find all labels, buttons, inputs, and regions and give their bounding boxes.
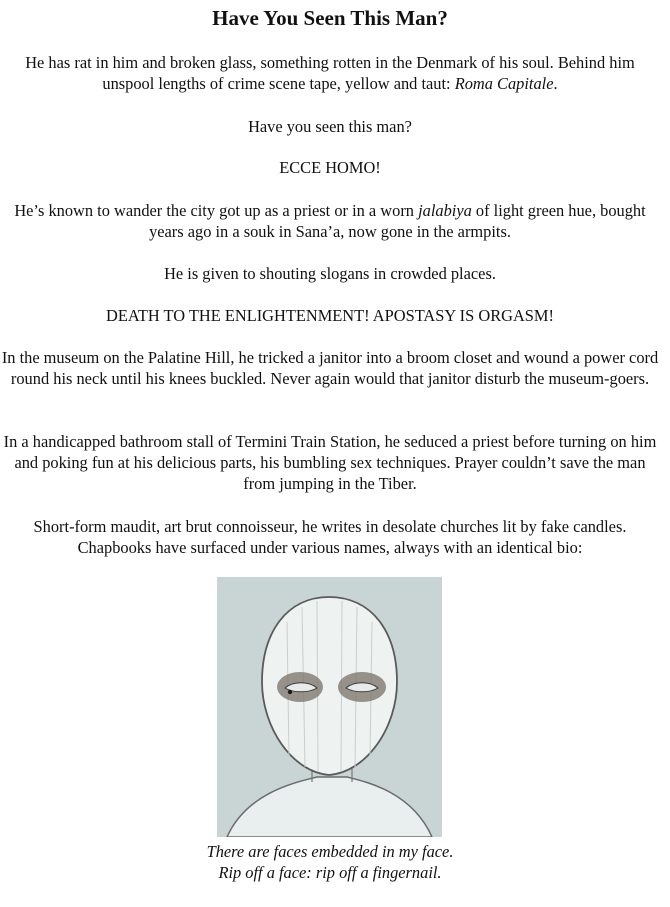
paragraph-4-text: He’s known to wander the city got up as a priest or in a worn [14,201,419,220]
paragraph-4-emphasis: jalabiya [418,201,472,220]
face-drawing [217,577,442,837]
paragraph-1-end: . [553,74,558,93]
paragraph-1-text: He has rat in him and broken glass, something rotten in the Denmark of his soul. Behind him unspool lengths of crime scene tape, yellow and taut: [25,53,635,93]
page-title: Have You Seen This Man? [212,6,448,30]
paragraph-7: In the museum on the Palatine Hill, he tricked a janitor into a broom closet and wound a power cord round his neck until his knees buckled. Never again would that janitor disturb the museum-goers. [1,348,659,388]
paragraph-1-emphasis: Roma Capitale [454,74,554,93]
paragraph-5: He is given to shouting slogans in crowded places. [164,264,496,283]
paragraph-6: DEATH TO THE ENLIGHTENMENT! APOSTASY IS ORGASM! [106,306,554,325]
paragraph-8: In a handicapped bathroom stall of Termini Train Station, he seduced a priest before turning on him and poking fun at his delicious parts, his bumbling sex techniques. Prayer couldn’t save the man from jumping in the Tiber. [3,432,657,493]
caption-line-1: There are faces embedded in my face. [206,842,454,861]
paragraph-1 [0,52,660,94]
left-pupil [288,690,292,694]
paragraph-3: ECCE HOMO! [279,158,381,177]
paragraph-4-end: of light green hue, bought years ago in a souk in Sana’a, now gone in the armpits. [149,201,646,241]
paragraph-9: Short-form maudit, art brut connoisseur, he writes in desolate churches lit by fake candles. Chapbooks have surfaced under various names, always with an identical bio: [33,517,627,557]
caption-line-2: Rip off a face: rip off a fingernail. [218,863,442,882]
face-drawing-svg [217,577,442,837]
paragraph-2: Have you seen this man? [248,117,412,136]
paragraph-4 [0,200,660,242]
